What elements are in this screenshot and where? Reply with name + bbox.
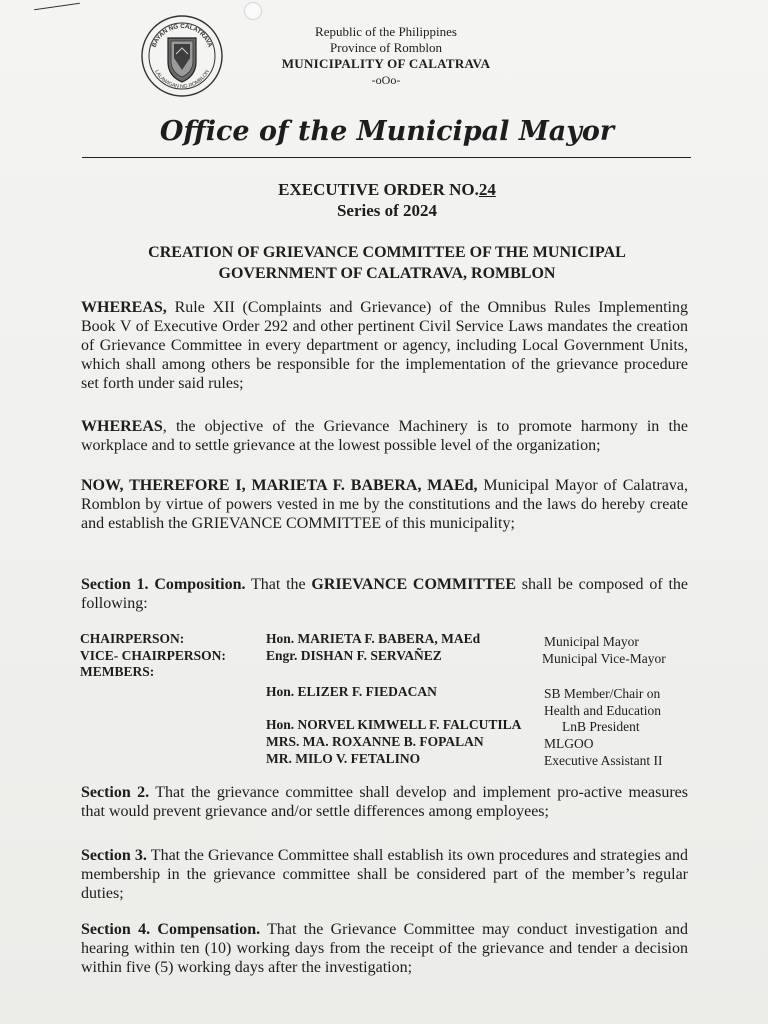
vice-chair-label: VICE- CHAIRPERSON: xyxy=(80,648,226,663)
section1-text-a: That the xyxy=(245,576,312,593)
section4-text: That the Grievance Committee may conduct investigation and hearing within ten (10) working days from the receipt of the grievance and tender a decision within five (5) working days after the investigation; xyxy=(81,921,688,976)
order-number: 24 xyxy=(478,180,496,199)
municipal-seal xyxy=(140,14,224,98)
whereas-clause-2 xyxy=(81,417,688,455)
order-number-line xyxy=(82,179,692,200)
section1-bold: GRIEVANCE COMMITTEE xyxy=(311,576,517,593)
therefore-clause xyxy=(81,476,688,533)
chair-label: CHAIRPERSON: xyxy=(80,631,185,646)
members-label: MEMBERS: xyxy=(80,664,155,679)
member-name: MR. MILO V. FETALINO xyxy=(266,751,421,766)
punch-hole xyxy=(244,2,262,20)
whereas2-text: , the objective of the Grievance Machinery is to promote harmony in the workplace and to settle grievance at the lowest possible level of the organization; xyxy=(81,418,688,454)
order-title-line2: GOVERNMENT OF CALATRAVA, ROMBLON xyxy=(218,265,556,282)
letterhead-divider-text: -oOo- xyxy=(371,73,401,87)
chair-name: Hon. MARIETA F. BABERA, MAEd xyxy=(266,631,481,646)
vice-chair-name: Engr. DISHAN F. SERVAÑEZ xyxy=(266,648,442,663)
member-name: Hon. NORVEL KIMWELL F. FALCUTILA xyxy=(266,717,522,732)
order-prefix: EXECUTIVE ORDER NO. xyxy=(278,180,479,199)
letterhead-republic: Republic of the Philippines xyxy=(315,24,457,39)
section4-lead: Section 4. Compensation. xyxy=(81,921,261,938)
corner-mark xyxy=(34,3,80,10)
order-title xyxy=(82,242,692,284)
section-1 xyxy=(81,575,688,613)
section2-lead: Section 2. xyxy=(81,784,150,801)
section3-lead: Section 3. xyxy=(81,847,147,864)
member-name: Hon. ELIZER F. FIEDACAN xyxy=(266,684,437,699)
section3-text: That the Grievance Committee shall establish its own procedures and strategies and membership in the grievance committee shall be considered part of the member’s regular duties; xyxy=(81,847,688,902)
whereas1-text: Rule XII (Complaints and Grievance) of the Omnibus Rules Implementing Book V of Executive Order 292 and other pertinent Civil Service Laws mandates the creation of Grievance Committee in every department or agency, including Local Government Units, which shall among others be responsible for the implementation of the grievance procedure set forth under said rules; xyxy=(81,299,688,392)
letterhead-province: Province of Romblon xyxy=(330,40,442,55)
vice-chair-position: Municipal Vice-Mayor xyxy=(542,651,666,666)
committee-roster xyxy=(80,631,690,771)
member-position: Executive Assistant II xyxy=(544,753,663,768)
whereas-clause-1 xyxy=(81,298,688,393)
whereas2-lead: WHEREAS xyxy=(81,418,163,435)
section-2 xyxy=(81,783,688,821)
member-name: MRS. MA. ROXANNE B. FOPALAN xyxy=(266,734,484,749)
therefore-lead: NOW, THEREFORE I, MARIETA F. BABERA, MAEd, xyxy=(81,477,478,494)
seal-bottom-text: LALAWIGAN NG ROMBLON xyxy=(153,69,211,91)
section2-text: That the grievance committee shall develop and implement pro-active measures that would prevent grievance and/or settle differences among employees; xyxy=(81,784,688,820)
section-4 xyxy=(81,920,688,977)
seal-top-text: BAYAN NG CALATRAVA xyxy=(150,22,214,49)
header-rule xyxy=(82,157,691,158)
therefore-text: Municipal Mayor of Calatrava, Romblon by virtue of powers vested in me by the constitutions and the laws do hereby create and establish the GRIEVANCE COMMITTEE of this municipality; xyxy=(81,477,689,532)
member-position: MLGOO xyxy=(544,736,594,751)
letterhead-municipality: MUNICIPALITY OF CALATRAVA xyxy=(281,56,491,71)
office-title: Office of the Municipal Mayor xyxy=(159,116,615,147)
order-series: Series of 2024 xyxy=(336,201,438,220)
member-position-cont: Health and Education xyxy=(544,703,661,718)
member-position: LnB President xyxy=(562,719,640,734)
chair-position: Municipal Mayor xyxy=(544,634,639,649)
order-title-line1: CREATION OF GRIEVANCE COMMITTEE OF THE MUNICIPAL xyxy=(148,244,626,261)
section1-lead: Section 1. Composition. xyxy=(81,576,246,593)
letterhead xyxy=(236,24,536,88)
member-position: SB Member/Chair on xyxy=(544,686,661,701)
section-3 xyxy=(81,846,688,903)
section1-text-b: shall be composed of the following: xyxy=(81,576,688,612)
whereas1-lead: WHEREAS, xyxy=(81,299,167,316)
executive-order-heading xyxy=(82,179,692,221)
